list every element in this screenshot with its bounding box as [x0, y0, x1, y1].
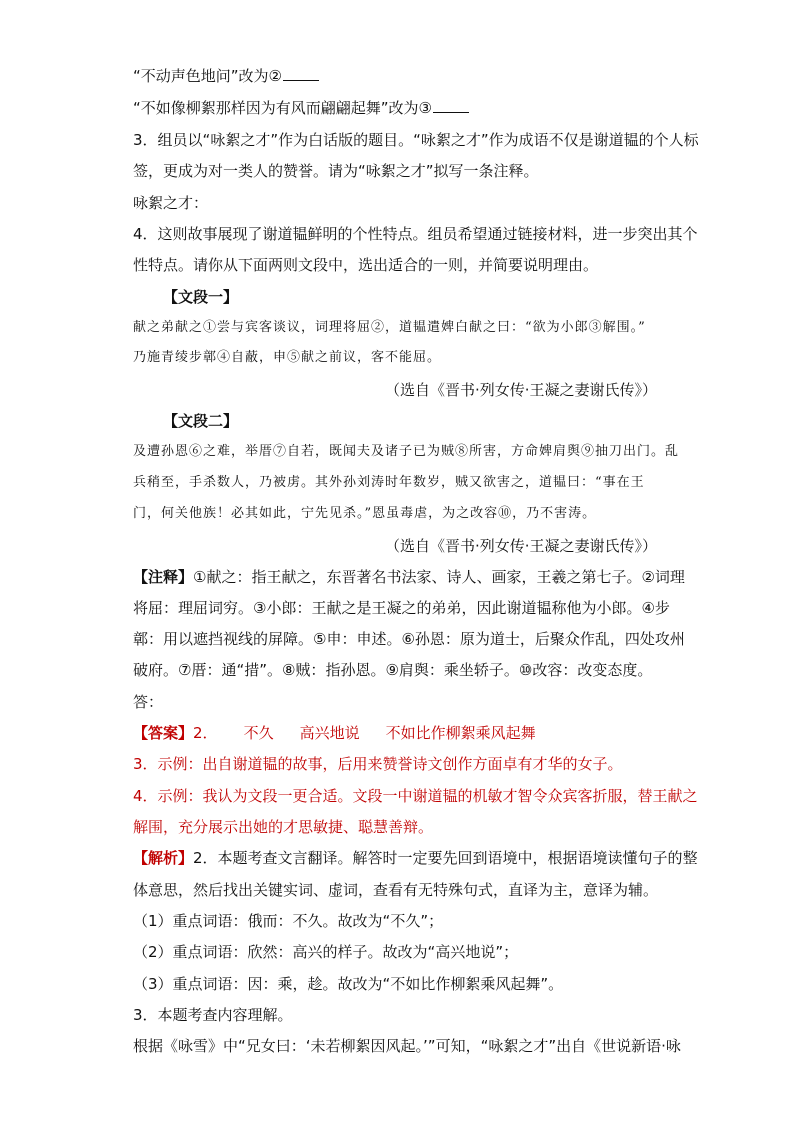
- analysis-line: （3）重点词语：因：乘，趁。故改为“不如比作柳絮乘风起舞”。: [133, 975, 564, 993]
- question-line-1: “不动声色地问”改为②: [133, 66, 663, 86]
- analysis-line: 根据《咏雪》中“兄女曰：‘未若柳絮因风起。’”可知，“咏絮之才”出自《世说新语·咏: [133, 1037, 681, 1055]
- section-2-source: （选自《晋书·列女传·王凝之妻谢氏传》）: [384, 537, 657, 555]
- answer-line: 解围，充分展示出她的才思敏捷、聪慧善辩。: [133, 818, 434, 836]
- question-line-2: “不如像柳絮那样因为有风而翩翩起舞”改为③: [133, 98, 663, 118]
- question-3-line-2: 签，更成为对一类人的赞誉。请为“咏絮之才”拟写一条注释。: [133, 162, 539, 180]
- analysis-line: 【解析】2．本题考查文言翻译。解答时一定要先回到语境中，根据语境读懂句子的整: [133, 849, 698, 867]
- question-3-line-1: 3．组员以“咏絮之才”作为白话版的题目。“咏絮之才”作为成语不仅是谢道韫的个人标: [133, 131, 699, 149]
- section-2-line: 门，何关他族！必其如此，宁先见杀。”恩虽毒虐，为之改容⑩，乃不害涛。: [133, 506, 597, 521]
- notes-line: 【注释】①献之：指王献之，东晋著名书法家、诗人、画家，王羲之第七子。②词理: [133, 568, 685, 586]
- section-1-line: 乃施青绫步鄣④自蔽，申⑤献之前议，客不能屈。: [133, 350, 442, 365]
- section-2-line: 兵稍至，手杀数人，乃被虏。其外孙刘涛时年数岁，贼又欲害之，道韫曰：“事在王: [133, 475, 645, 490]
- answer-line: 4．示例：我认为文段一更合适。文段一中谢道韫的机敏才智令众宾客折服，替王献之: [133, 787, 698, 805]
- notes-line: 将屈：理屈词穷。③小郎：王献之是王凝之的弟弟，因此谢道韫称他为小郎。④步: [133, 599, 670, 617]
- section-2-line: 及遭孙恩⑥之难，举厝⑦自若，既闻夫及诸子已为贼⑧所害，方命婢肩舆⑨抽刀出门。乱: [133, 444, 680, 459]
- answer-blank[interactable]: [283, 66, 319, 81]
- notes-line: 破府。⑦厝：通“措”。⑧贼：指孙恩。⑨肩舆：乘坐轿子。⑩改容：改变态度。: [133, 661, 653, 679]
- notes-label: 【注释】: [133, 568, 194, 586]
- answer-label: 【答案】: [133, 724, 194, 742]
- analysis-label: 【解析】: [133, 849, 194, 867]
- question-4-line-2: 性特点。请你从下面两则文段中，选出适合的一则，并简要说明理由。: [133, 256, 599, 274]
- answer-blank[interactable]: [433, 98, 469, 113]
- analysis-line: （1）重点词语：俄而：不久。故改为“不久”；: [133, 912, 444, 930]
- answer-line: 【答案】2． 不久 高兴地说 不如比作柳絮乘风起舞: [133, 724, 536, 742]
- section-1-line: 献之弟献之①尝与宾客谈议，词理将屈②，道韫遣婢白献之曰：“欲为小郎③解围。”: [133, 320, 646, 335]
- answer-prompt: 答：: [133, 693, 164, 711]
- notes-line: 鄣：用以遮挡视线的屏障。⑤申：申述。⑥孙恩：原为道士，后聚众作乱，四处攻州: [133, 630, 685, 648]
- analysis-line: （2）重点词语：欣然：高兴的样子。故改为“高兴地说”；: [133, 943, 519, 961]
- section-1-source: （选自《晋书·列女传·王凝之妻谢氏传》）: [384, 381, 657, 399]
- question-3-answer-prompt: 咏絮之才：: [133, 194, 209, 212]
- answer-line: 3．示例：出自谢道韫的故事，后用来赞誉诗文创作方面卓有才华的女子。: [133, 755, 623, 773]
- section-1-heading: 【文段一】: [163, 288, 239, 306]
- question-4-line-1: 4．这则故事展现了谢道韫鲜明的个性特点。组员希望通过链接材料，进一步突出其个: [133, 225, 698, 243]
- section-2-heading: 【文段二】: [163, 412, 239, 430]
- analysis-line: 3．本题考查内容理解。: [133, 1006, 293, 1024]
- analysis-line: 体意思，然后找出关键实词、虚词，查看有无特殊句式，直译为主，意译为辅。: [133, 881, 659, 899]
